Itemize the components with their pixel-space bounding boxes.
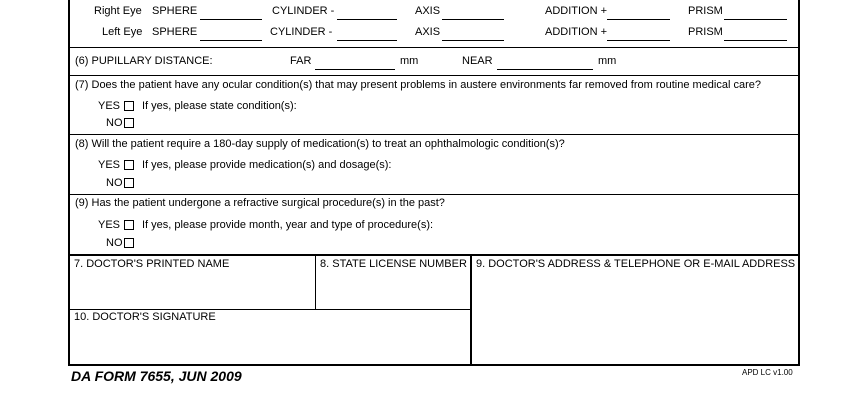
question-9-text: (9) Has the patient undergone a refractive surgical procedure(s) in the past? xyxy=(75,197,445,209)
form-border-right xyxy=(798,0,800,366)
left-sphere-field[interactable] xyxy=(200,40,262,41)
far-distance-field[interactable] xyxy=(315,69,395,70)
pupillary-distance-label: (6) PUPILLARY DISTANCE: xyxy=(75,55,213,67)
right-eye-label: Right Eye xyxy=(94,5,142,17)
question-7-text: (7) Does the patient have any ocular condition(s) that may present problems in austere environments far removed from routine medical care? xyxy=(75,79,762,91)
q8-yes-label: YES xyxy=(98,159,121,171)
question-8-text: (8) Will the patient require a 180-day supply of medication(s) to treat an ophthalmologic condition(s)? xyxy=(75,138,565,150)
q9-yes-checkbox[interactable] xyxy=(124,220,134,230)
left-addition-label: ADDITION + xyxy=(545,26,608,38)
left-eye-label: Left Eye xyxy=(102,26,143,38)
left-axis-label: AXIS xyxy=(415,26,441,38)
divider-license-address xyxy=(470,255,472,365)
form-border-bottom xyxy=(68,364,800,366)
printed-name-field[interactable] xyxy=(72,272,312,307)
q7-yes-checkbox[interactable] xyxy=(124,101,134,111)
divider-q9 xyxy=(68,254,800,256)
signature-field[interactable] xyxy=(72,325,468,362)
right-axis-label: AXIS xyxy=(415,5,441,17)
signature-label: 10. DOCTOR'S SIGNATURE xyxy=(74,311,216,323)
q7-followup-label: If yes, please state condition(s): xyxy=(142,100,297,112)
q8-medications-field[interactable] xyxy=(390,155,790,193)
q7-yes-label: YES xyxy=(98,100,121,112)
q7-no-label: NO xyxy=(106,117,123,129)
doctor-address-field[interactable] xyxy=(476,272,794,362)
q9-no-label: NO xyxy=(106,237,123,249)
near-distance-field[interactable] xyxy=(497,69,593,70)
near-label: NEAR xyxy=(462,55,493,67)
right-addition-label: ADDITION + xyxy=(545,5,608,17)
q8-no-checkbox[interactable] xyxy=(124,178,134,188)
right-cylinder-label: CYLINDER - xyxy=(272,5,335,17)
form-version: APD LC v1.00 xyxy=(742,368,793,377)
near-unit: mm xyxy=(598,55,617,67)
far-label: FAR xyxy=(290,55,312,67)
q9-yes-label: YES xyxy=(98,219,121,231)
left-cylinder-label: CYLINDER - xyxy=(270,26,333,38)
right-sphere-label: SPHERE xyxy=(152,5,198,17)
doctor-address-label: 9. DOCTOR'S ADDRESS & TELEPHONE OR E-MAIL ADDRESS xyxy=(476,258,796,270)
left-addition-field[interactable] xyxy=(607,40,670,41)
divider-rx xyxy=(68,47,800,48)
far-unit: mm xyxy=(400,55,419,67)
printed-name-label: 7. DOCTOR'S PRINTED NAME xyxy=(74,258,230,270)
right-addition-field[interactable] xyxy=(607,19,670,20)
right-axis-field[interactable] xyxy=(442,19,504,20)
form-border-left xyxy=(68,0,70,366)
left-prism-label: PRISM xyxy=(688,26,723,38)
license-number-field[interactable] xyxy=(319,272,467,307)
divider-name-license xyxy=(315,255,316,309)
q7-conditions-field[interactable] xyxy=(300,96,790,132)
divider-pd xyxy=(68,75,800,76)
divider-q8 xyxy=(68,194,800,195)
form-identifier: DA FORM 7655, JUN 2009 xyxy=(71,368,242,384)
q8-no-label: NO xyxy=(106,177,123,189)
q9-procedures-field[interactable] xyxy=(435,215,790,253)
q8-yes-checkbox[interactable] xyxy=(124,160,134,170)
right-sphere-field[interactable] xyxy=(200,19,262,20)
left-sphere-label: SPHERE xyxy=(152,26,198,38)
right-prism-field[interactable] xyxy=(724,19,787,20)
left-prism-field[interactable] xyxy=(724,40,787,41)
q8-followup-label: If yes, please provide medication(s) and dosage(s): xyxy=(142,159,392,171)
right-cylinder-field[interactable] xyxy=(337,19,397,20)
left-cylinder-field[interactable] xyxy=(337,40,397,41)
divider-name-signature xyxy=(68,309,472,310)
license-number-label: 8. STATE LICENSE NUMBER xyxy=(320,258,467,270)
right-prism-label: PRISM xyxy=(688,5,723,17)
left-axis-field[interactable] xyxy=(442,40,504,41)
q9-no-checkbox[interactable] xyxy=(124,238,134,248)
q7-no-checkbox[interactable] xyxy=(124,118,134,128)
q9-followup-label: If yes, please provide month, year and type of procedure(s): xyxy=(142,219,434,231)
divider-q7 xyxy=(68,134,800,135)
